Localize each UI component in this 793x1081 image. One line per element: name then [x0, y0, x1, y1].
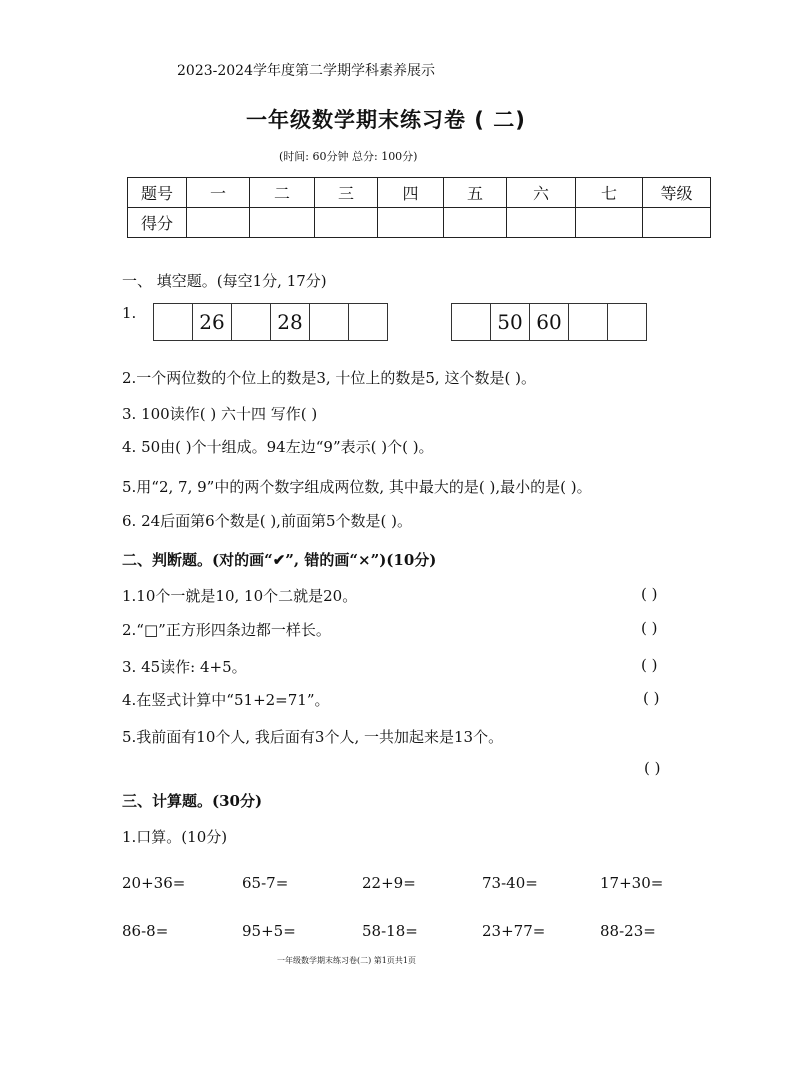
q6-text: 6. 24后面第6个数是( ),前面第5个数是( )。	[122, 512, 412, 530]
calc-item: 22+9=	[362, 874, 416, 892]
score-cell	[444, 208, 507, 238]
section2-heading: 二、判断题。(对的画“✔”, 错的画“×”)(10分)	[122, 551, 437, 569]
number-box	[310, 304, 349, 340]
number-box: 50	[491, 304, 530, 340]
q5-text: 5.用“2, 7, 9”中的两个数字组成两位数, 其中最大的是( ),最小的是( )。	[122, 478, 592, 496]
score-cell	[187, 208, 250, 238]
judge-item-5: 5.我前面有10个人, 我后面有3个人, 一共加起来是13个。	[122, 728, 504, 746]
calc-item: 20+36=	[122, 874, 186, 892]
calc-item: 58-18=	[362, 922, 418, 940]
score-header-cell: 五	[444, 178, 507, 208]
score-header-cell: 四	[378, 178, 444, 208]
score-header-cell: 等级	[643, 178, 711, 208]
score-table-score-row	[128, 208, 711, 238]
judge-answer-paren-5: ( )	[644, 759, 661, 777]
judge-item-1: 1.10个一就是10, 10个二就是20。	[122, 587, 358, 605]
score-header-cell: 六	[507, 178, 576, 208]
calc-item: 73-40=	[482, 874, 538, 892]
score-header-cell: 题号	[128, 178, 187, 208]
judge-answer-paren-1: ( )	[641, 585, 658, 603]
page-footer: 一年级数学期末练习卷(二) 第1页共1页	[277, 956, 416, 965]
score-table-header-row	[128, 178, 711, 208]
number-box	[232, 304, 271, 340]
q3-text: 3. 100读作( ) 六十四 写作( )	[122, 405, 318, 423]
section1-heading: 一、 填空题。(每空1分, 17分)	[122, 272, 327, 290]
calc-item: 86-8=	[122, 922, 169, 940]
oral-calc-heading: 1.口算。(10分)	[122, 828, 228, 846]
q2-text: 2.一个两位数的个位上的数是3, 十位上的数是5, 这个数是( )。	[122, 369, 536, 387]
calc-item: 95+5=	[242, 922, 296, 940]
q1-number: 1.	[122, 304, 137, 322]
number-box-sequence-b	[451, 303, 647, 341]
judge-answer-paren-3: ( )	[641, 656, 658, 674]
score-cell	[576, 208, 643, 238]
score-header-cell: 三	[315, 178, 378, 208]
number-box: 28	[271, 304, 310, 340]
judge-item-2: 2.“□”正方形四条边都一样长。	[122, 621, 331, 639]
calc-item: 88-23=	[600, 922, 656, 940]
calc-item: 23+77=	[482, 922, 546, 940]
number-box	[569, 304, 608, 340]
number-box	[349, 304, 387, 340]
judge-answer-paren-2: ( )	[641, 619, 658, 637]
judge-answer-paren-4: ( )	[643, 689, 660, 707]
score-cell	[315, 208, 378, 238]
score-cell	[507, 208, 576, 238]
score-header-cell: 二	[250, 178, 315, 208]
score-cell	[378, 208, 444, 238]
term-line: 2023-2024学年度第二学期学科素养展示	[177, 63, 435, 79]
score-header-cell: 七	[576, 178, 643, 208]
judge-item-4: 4.在竖式计算中“51+2=71”。	[122, 691, 330, 709]
number-box	[608, 304, 646, 340]
number-box: 60	[530, 304, 569, 340]
score-table	[127, 177, 711, 238]
score-header-cell: 一	[187, 178, 250, 208]
calc-item: 17+30=	[600, 874, 664, 892]
number-box-sequence-a	[153, 303, 388, 341]
exam-meta: (时间: 60分钟 总分: 100分)	[279, 150, 418, 163]
calc-item: 65-7=	[242, 874, 289, 892]
number-box	[154, 304, 193, 340]
section3-heading: 三、计算题。(30分)	[122, 792, 263, 810]
number-box: 26	[193, 304, 232, 340]
score-cell	[250, 208, 315, 238]
judge-item-3: 3. 45读作: 4+5。	[122, 658, 247, 676]
q4-text: 4. 50由( )个十组成。94左边“9”表示( )个( )。	[122, 438, 434, 456]
score-cell	[643, 208, 711, 238]
score-row-label: 得分	[128, 208, 187, 238]
number-box	[452, 304, 491, 340]
page-title: 一年级数学期末练习卷 ( 二)	[246, 108, 526, 132]
